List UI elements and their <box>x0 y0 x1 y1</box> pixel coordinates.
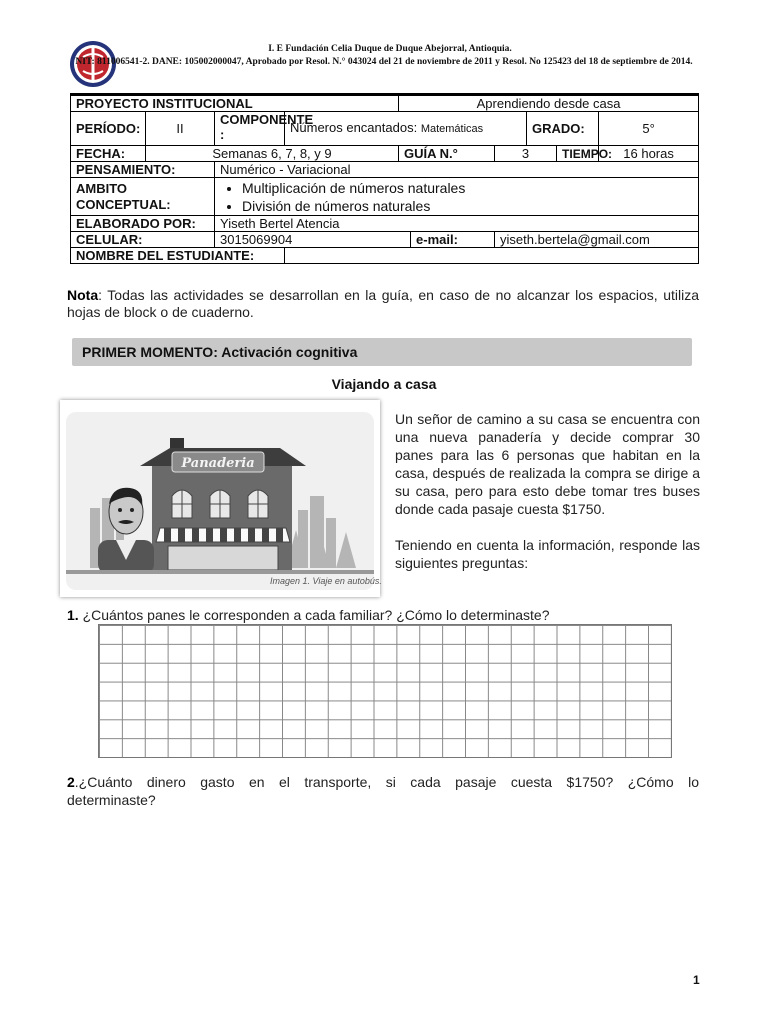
proyecto-label: PROYECTO INSTITUCIONAL <box>71 95 399 112</box>
grado-value: 5° <box>599 112 699 146</box>
story-paragraph: Teniendo en cuenta la información, responde las siguientes preguntas: <box>395 537 700 571</box>
pensamiento-label: PENSAMIENTO: <box>71 162 215 178</box>
pensamiento-value: Numérico - Variacional <box>215 162 699 178</box>
guia-value: 3 <box>495 146 557 162</box>
section-title: PRIMER MOMENTO: Activación cognitiva <box>82 344 358 360</box>
componente-label: COMPONENTE : <box>215 112 285 146</box>
question-2 <box>67 773 699 809</box>
bakery-sign: Panaderia <box>181 456 255 471</box>
periodo-label: PERÍODO: <box>71 112 146 146</box>
bakery-illustration <box>60 400 380 597</box>
question-number: 2 <box>67 774 75 790</box>
ambito-label <box>71 178 215 216</box>
ambito-label-line1: AMBITO <box>76 180 128 196</box>
proyecto-value: Aprendiendo desde casa <box>399 95 699 112</box>
question-text: .¿Cuánto dinero gasto en el transporte, si cada pasaje cuesta $1750? ¿Cómo lo determinaste? <box>67 774 699 808</box>
tiempo-label: TIEMPO: <box>557 146 599 162</box>
question-text: ¿Cuántos panes le corresponden a cada familiar? ¿Cómo lo determinaste? <box>78 607 550 623</box>
email-value: yiseth.bertela@gmail.com <box>495 232 699 248</box>
ambito-item: • División de números naturales <box>242 197 693 215</box>
celular-label: CELULAR: <box>71 232 215 248</box>
answer-grid[interactable] <box>98 624 672 758</box>
page-number: 1 <box>693 973 700 987</box>
story-title: Viajando a casa <box>331 376 437 392</box>
periodo-value: II <box>146 112 215 146</box>
section-header <box>72 338 692 366</box>
estudiante-label: NOMBRE DEL ESTUDIANTE: <box>71 248 285 264</box>
ambito-item: • Multiplicación de números naturales <box>242 179 693 197</box>
note-text: : Todas las actividades se desarrollan en la guía, en caso de no alcanzar los espacios, utiliza hojas de block o de cuaderno. <box>67 287 699 320</box>
elaborado-label: ELABORADO POR: <box>71 216 215 232</box>
note-paragraph <box>67 287 699 321</box>
fecha-value: Semanas 6, 7, 8, y 9 <box>146 146 399 162</box>
componente-text: Números encantados: <box>290 120 418 135</box>
fecha-label: FECHA: <box>71 146 146 162</box>
componente-subject: Matemáticas <box>420 123 484 135</box>
estudiante-name-field[interactable] <box>285 248 699 264</box>
componente-value <box>285 112 527 146</box>
question-number: 1. <box>67 607 79 623</box>
elaborado-value: Yiseth Bertel Atencia <box>215 216 699 232</box>
email-label: e-mail: <box>411 232 495 248</box>
note-label: Nota <box>67 287 99 303</box>
guide-info-table <box>70 93 699 264</box>
ambito-value <box>215 178 699 216</box>
question-1 <box>67 606 699 624</box>
celular-value: 3015069904 <box>215 232 411 248</box>
tiempo-value: 16 horas <box>599 146 699 162</box>
story-paragraph: Un señor de camino a su casa se encuentra con una nueva panadería y decide comprar 30 panes para las 6 personas que habitan en la casa, después de realizada la compra se dirige a su casa, pero para esto debe tomar tres buses donde cada pasaje cuesta $1750. <box>395 411 700 517</box>
guia-label: GUÍA N.° <box>399 146 495 162</box>
school-name: I. E Fundación Celia Duque de Duque Abejorral, Antioquia. <box>268 44 512 54</box>
story-text <box>395 410 700 590</box>
school-registration: NIT: 811006541-2. DANE: 105002000047, Aprobado por Resol. N.° 043024 del 21 de noviembre de 2011 y Resol. No 125423 del 18 de septiembre de 2014. <box>75 57 693 67</box>
ambito-label-line2: CONCEPTUAL: <box>76 196 171 212</box>
grado-label: GRADO: <box>527 112 599 146</box>
illustration-caption: Imagen 1. Viaje en autobús. <box>270 576 382 586</box>
